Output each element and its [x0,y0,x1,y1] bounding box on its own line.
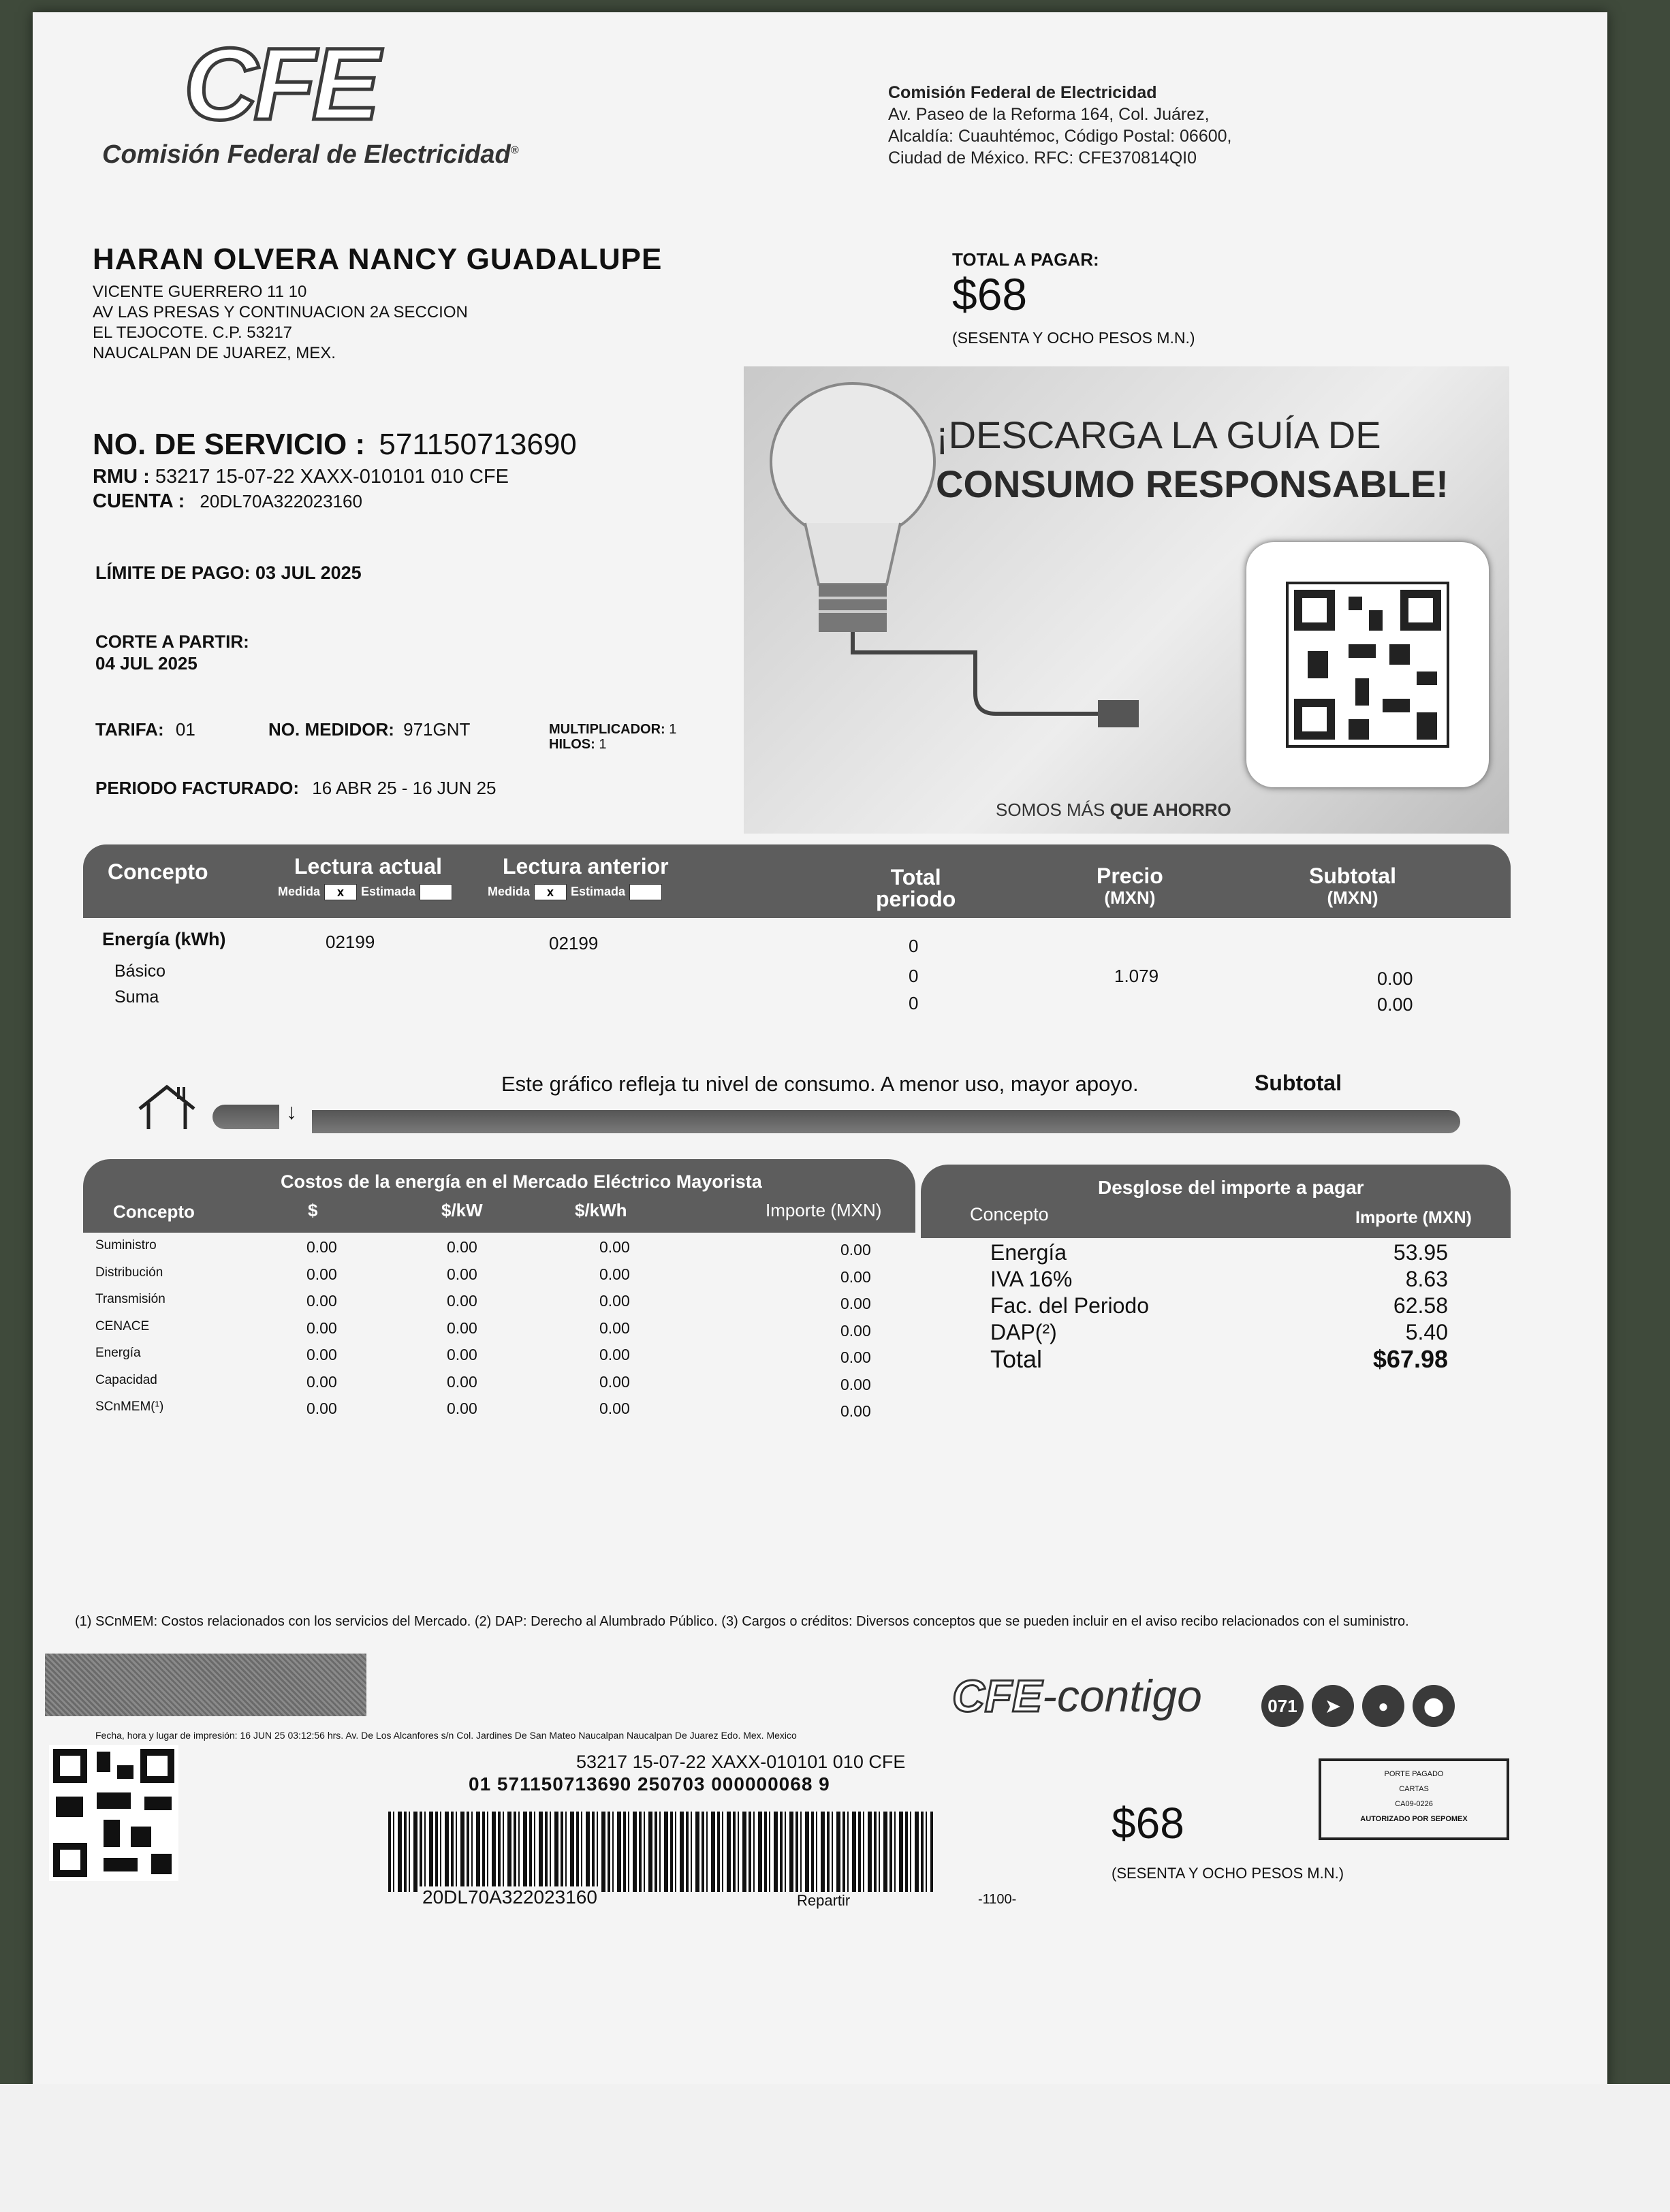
stub-amount-words: (SESENTA Y OCHO PESOS M.N.) [1112,1865,1344,1882]
cuenta-line: CUENTA : 20DL70A322023160 [93,490,362,512]
graph-pointer-icon: ↓ [286,1099,297,1124]
anterior-flags: Medida x Estimada [488,884,666,900]
multiplicador-block: MULTIPLICADOR: 1 HILOS: 1 [549,722,677,752]
total-block [952,249,1195,347]
cfe-logo-letters: CFE [184,27,376,141]
mercado-col-kwh: $/kWh [575,1200,627,1220]
desk-surface [0,2084,1670,2212]
desglose-rows [990,1239,1448,1372]
col-lectura-anterior: Lectura anterior [503,854,669,879]
mercado-cell: 0.00 [840,1348,871,1366]
row-energia-anterior: 02199 [549,933,599,953]
row-basico-label: Básico [114,962,166,981]
mercado-cell: 0.00 [447,1346,477,1363]
cfe-logo-subtitle: Comisión Federal de Electricidad® [102,140,519,169]
total-label: TOTAL A PAGAR: [952,249,1099,270]
mercado-cell: 0.00 [599,1400,630,1417]
footnote: (1) SCnMEM: Costos relacionados con los servicios del Mercado. (2) DAP: Derecho al Alumbrado Público. (3) Cargos o créditos: Diversos conceptos que se pueden incluir en el aviso recibo relacionados con el suministro. [75,1614,1409,1629]
app-icon[interactable]: ● [1362,1685,1404,1727]
stub-qr-icon [49,1745,178,1881]
service-line: NO. DE SERVICIO : 571150713690 [93,428,577,461]
col-lectura-actual: Lectura actual [294,854,442,879]
graph-start-segment [212,1105,279,1129]
periodo-line: PERIODO FACTURADO: 16 ABR 25 - 16 JUN 25 [95,778,497,798]
mercado-col-concepto: Concepto [113,1201,195,1222]
mercado-title: Costos de la energía en el Mercado Eléctrico Mayorista [281,1171,762,1192]
barcode [388,1812,933,1892]
row-suma-total: 0 [909,993,919,1013]
row-basico-precio: 1.079 [1114,966,1159,986]
col-concepto: Concepto [108,859,208,884]
mercado-cell: 0.00 [599,1292,630,1310]
promo-line1: ¡DESCARGA LA GUÍA DE [936,413,1381,456]
row-energia-total: 0 [909,936,919,956]
mercado-cell: 0.00 [306,1400,337,1417]
qr-code-icon [1246,542,1489,787]
desglose-header [921,1165,1511,1238]
desglose-col-concepto: Concepto [970,1204,1049,1224]
mercado-row-label: Capacidad [95,1372,157,1387]
mercado-cell: 0.00 [447,1400,477,1417]
mercado-cell: 0.00 [447,1265,477,1283]
consumption-level-bar [312,1110,1460,1133]
checkbox-estimada [420,884,452,900]
graph-caption: Este gráfico refleja tu nivel de consumo. A menor uso, mayor apoyo. [501,1072,1139,1096]
phone-071-icon[interactable]: 071 [1261,1685,1304,1727]
desglose-row-dap: DAP(²) 5.40 [990,1320,1448,1344]
checkbox-medida-anterior: x [534,884,567,900]
mercado-cell: 0.00 [599,1372,630,1391]
stub-reference: 01 571150713690 250703 000000068 9 [469,1773,830,1795]
checkbox-medida: x [324,884,357,900]
mercado-cell: 0.00 [306,1265,337,1283]
mercado-cell: 0.00 [840,1295,871,1312]
desglose-row-iva: IVA 16% 8.63 [990,1267,1448,1291]
mercado-row-label: CENACE [95,1318,150,1333]
house-icon [136,1083,198,1132]
customer-name: HARAN OLVERA NANCY GUADALUPE [93,242,663,276]
cfe-contigo-logo: CFE-contigo [952,1671,1202,1721]
mercado-cell: 0.00 [599,1238,630,1256]
row-basico-total: 0 [909,966,919,986]
customer-block [93,242,662,364]
stub-gray-box [45,1654,366,1716]
telegram-icon[interactable]: ➤ [1312,1685,1354,1727]
mercado-cell: 0.00 [447,1292,477,1310]
total-amount: $68 [952,269,1028,319]
porte-pagado-box: PORTE PAGADO CARTAS CA09-0226 AUTORIZADO POR SEPOMEX [1319,1758,1509,1840]
mercado-cell: 0.00 [306,1346,337,1363]
customer-address: VICENTE GUERRERO 11 10 AV LAS PRESAS Y CONTINUACION 2A SECCION EL TEJOCOTE. C.P. 53217 NAUCALPAN DE JUAREZ, MEX. [93,283,468,362]
company-line2: Alcaldía: Cuauhtémoc, Código Postal: 06600, [888,127,1232,146]
mercado-col-importe: Importe (MXN) [766,1200,882,1220]
company-block [888,82,1231,169]
barcode-text: 20DL70A322023160 [420,1886,600,1908]
actual-flags: Medida x Estimada [278,884,456,900]
mercado-cell: 0.00 [840,1402,871,1420]
location-icon[interactable]: ⬤ [1413,1685,1455,1727]
mercado-cell: 0.00 [840,1241,871,1259]
tarifa-line: TARIFA: 01 NO. MEDIDOR: 971GNT [95,719,471,740]
mercado-cell: 0.00 [599,1346,630,1363]
desglose-col-importe: Importe (MXN) [1355,1208,1472,1227]
desglose-row-fac: Fac. del Periodo 62.58 [990,1293,1448,1318]
mercado-cell: 0.00 [306,1292,337,1310]
mercado-header [83,1159,915,1233]
row-suma-label: Suma [114,988,159,1007]
desglose-row-energia: Energía 53.95 [990,1240,1448,1265]
cfe-logo [184,27,388,141]
company-line3: Ciudad de México. RFC: CFE370814QI0 [888,148,1197,168]
mercado-cell: 0.00 [840,1267,871,1286]
stub-rmu: 53217 15-07-22 XAXX-010101 010 CFE [576,1752,906,1772]
mercado-col-kw: $/kW [441,1200,483,1220]
promo-banner [744,366,1509,834]
col-total-periodo: Total periodo [876,865,956,911]
mercado-row-label: SCnMEM(¹) [95,1400,164,1414]
mercado-cell: 0.00 [447,1238,477,1256]
mercado-cell: 0.00 [447,1372,477,1391]
row-energia-actual: 02199 [326,932,375,952]
promo-qr [1246,542,1489,787]
mercado-col-pesos: $ [308,1200,318,1220]
col-precio: Precio (MXN) [1097,864,1163,908]
mercado-row-label: Energía [95,1346,141,1360]
corte-block: CORTE A PARTIR: 04 JUL 2025 [95,631,249,674]
repartir-label: Repartir [797,1892,851,1909]
mercado-cell: 0.00 [599,1318,630,1337]
service-number: 571150713690 [379,428,577,461]
row-suma-subtotal: 0.00 [1377,994,1413,1015]
checkbox-estimada-anterior [629,884,662,900]
mercado-cell: 0.00 [840,1321,871,1340]
mercado-cell: 0.00 [840,1375,871,1393]
promo-footer: SOMOS MÁS QUE AHORRO [996,800,1231,820]
company-line1: Av. Paseo de la Reforma 164, Col. Juárez, [888,105,1210,124]
mercado-cell: 0.00 [306,1318,337,1337]
mercado-cell: 0.00 [306,1372,337,1391]
graph-subtotal-label: Subtotal [1255,1071,1342,1095]
mercado-row-label: Suministro [95,1238,157,1252]
promo-line2: CONSUMO RESPONSABLE! [936,462,1449,505]
mercado-row-label: Transmisión [95,1292,166,1306]
stub-amount: $68 [1112,1799,1184,1848]
company-name: Comisión Federal de Electricidad [888,83,1157,102]
mercado-row-label: Distribución [95,1265,163,1280]
col-subtotal: Subtotal (MXN) [1309,864,1396,908]
mercado-cell: 0.00 [306,1238,337,1256]
stub-print-info: Fecha, hora y lugar de impresión: 16 JUN 25 03:12:56 hrs. Av. De Los Alcanfores s/n Col. Jardines De San Mateo Naucalpan Naucalpan De Juarez Edo. Mex. Mexico [95,1730,797,1741]
consumo-header [83,844,1511,918]
mercado-cell: 0.00 [447,1318,477,1337]
total-words: (SESENTA Y OCHO PESOS M.N.) [952,329,1195,347]
desglose-title: Desglose del importe a pagar [1098,1177,1364,1198]
row-energia-label: Energía (kWh) [102,929,226,949]
mercado-cell: 0.00 [599,1265,630,1283]
stub-code: -1100- [978,1892,1017,1907]
desglose-row-total: Total $67.98 [990,1345,1448,1373]
limite-pago: LÍMITE DE PAGO: 03 JUL 2025 [95,563,362,583]
rmu-line: RMU : 53217 15-07-22 XAXX-010101 010 CFE [93,466,509,488]
row-basico-subtotal: 0.00 [1377,968,1413,989]
